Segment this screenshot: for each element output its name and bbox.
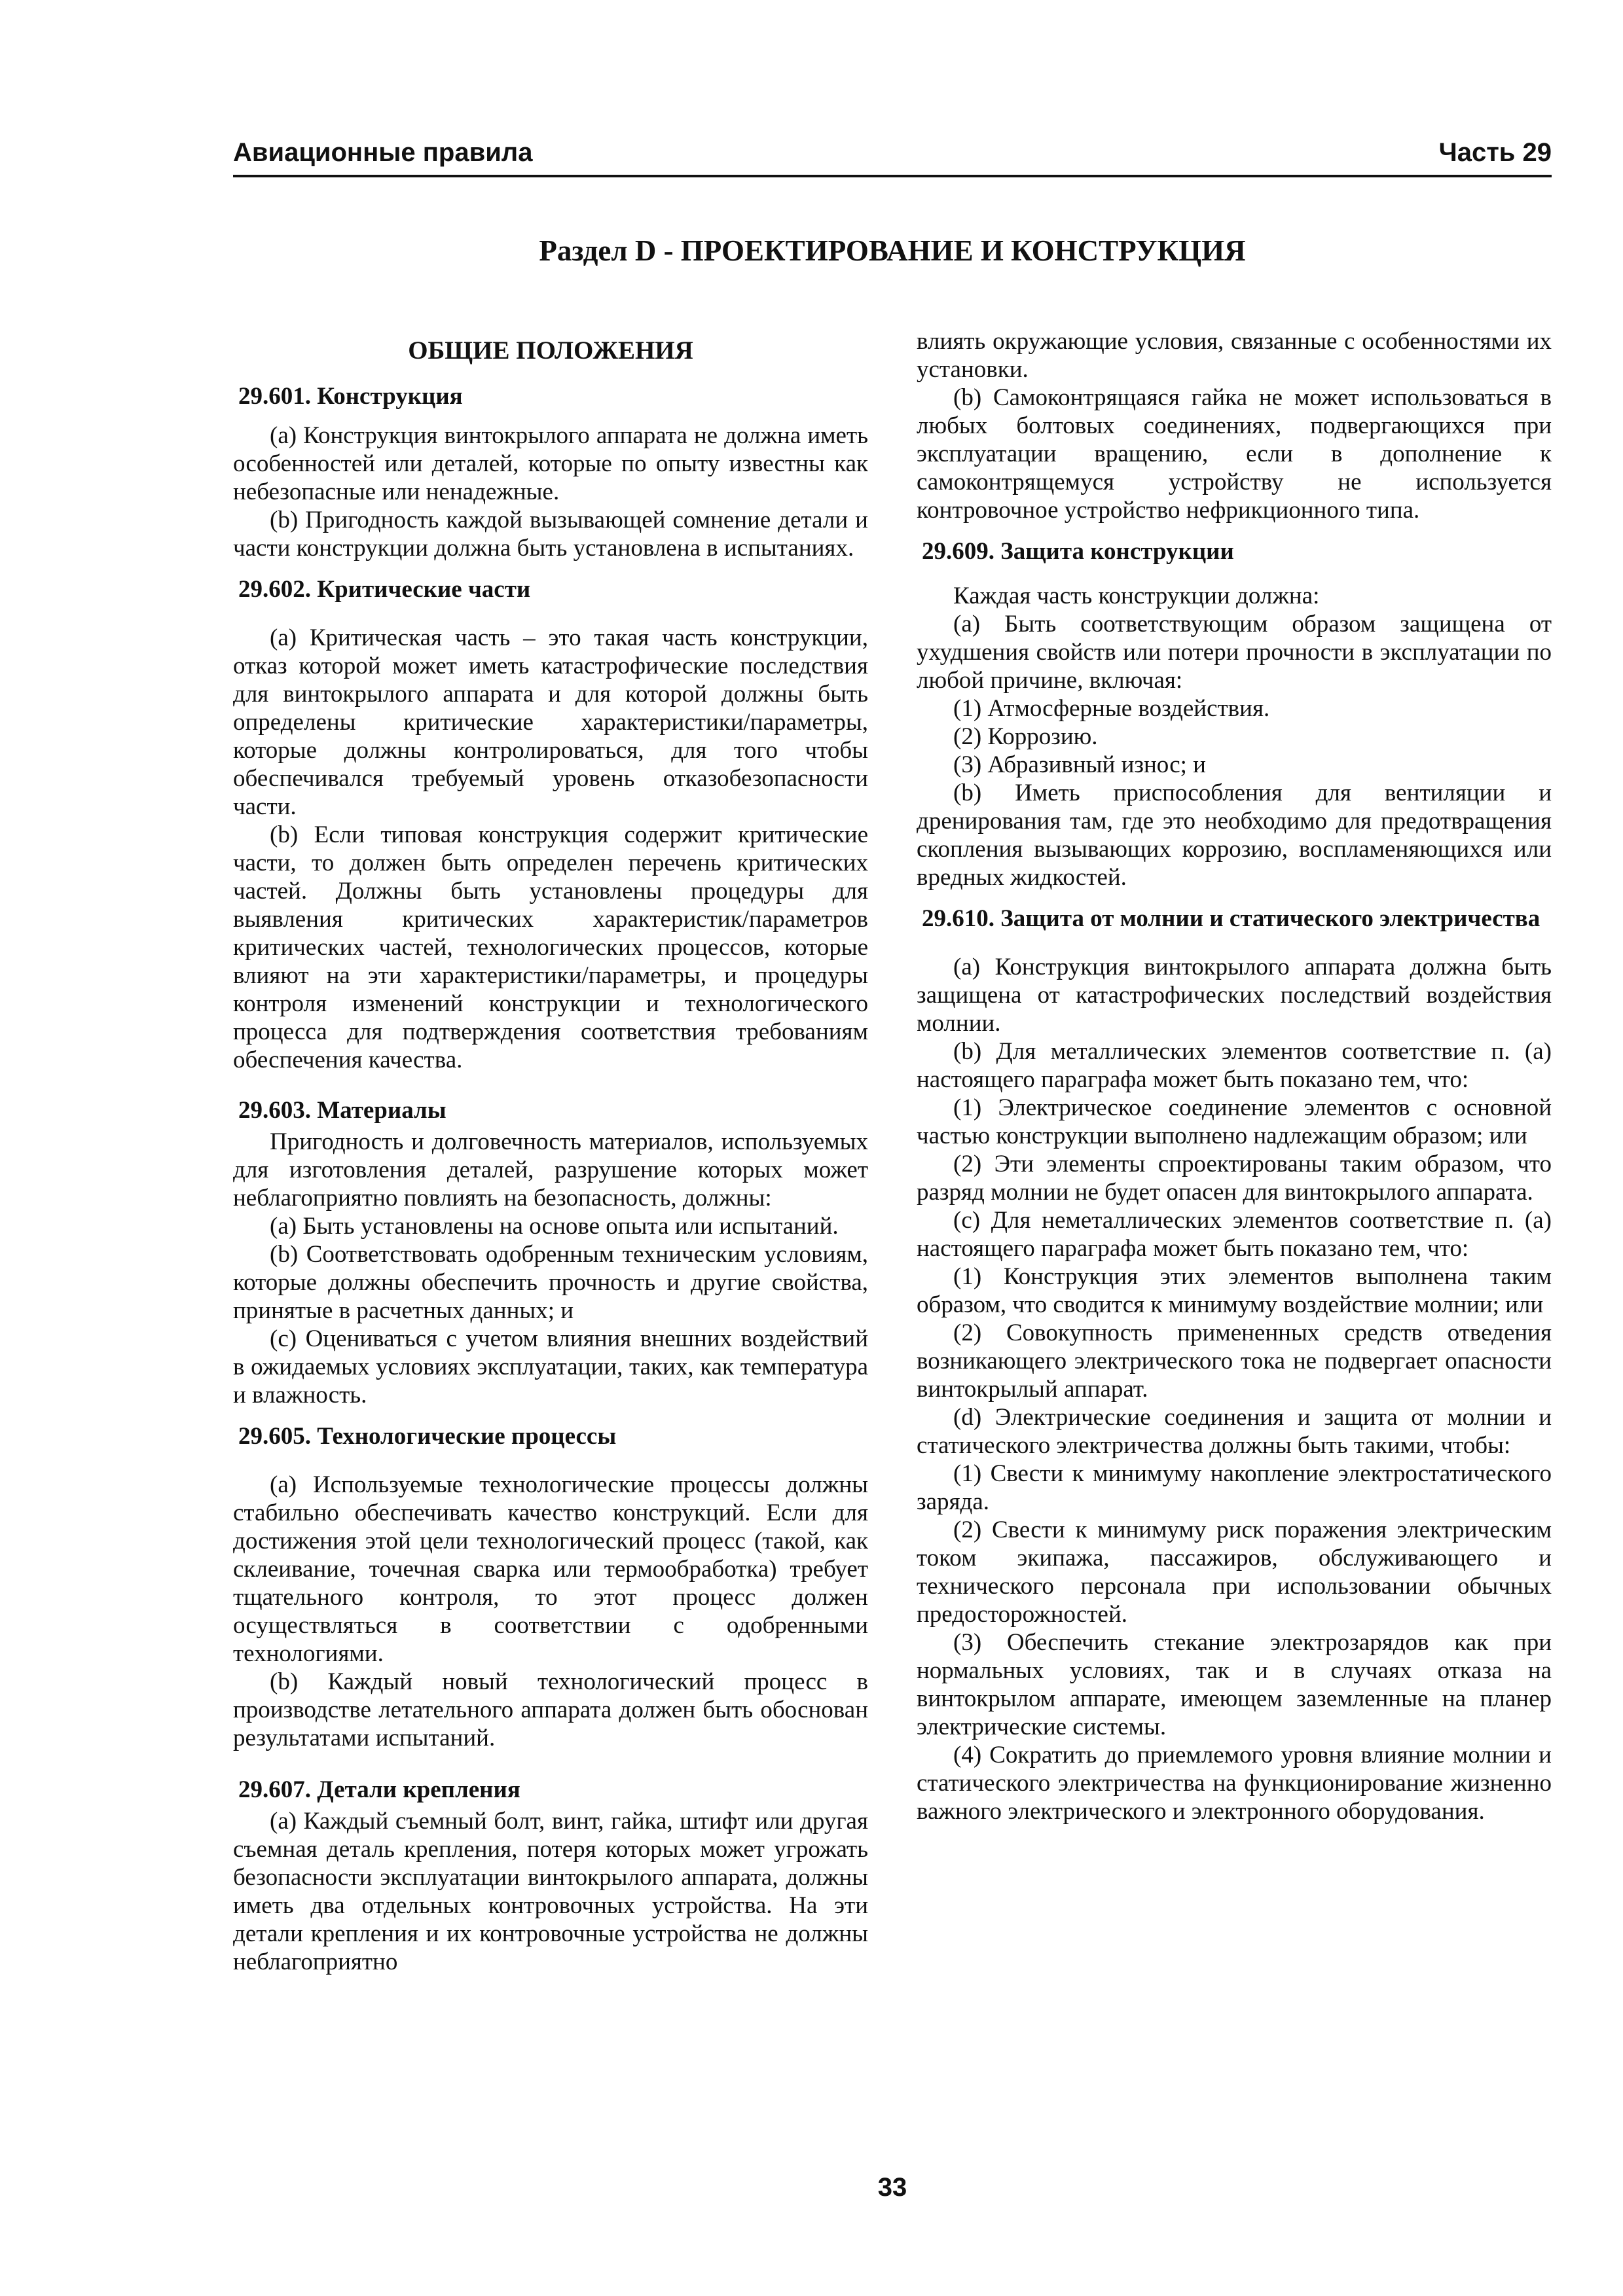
heading-29-609: 29.609. Защита конструкции [922, 538, 1234, 565]
paragraph-29-610-a: (a) Конструкция винтокрылого аппарата должна быть защищена от катастрофических последствий воздействия молнии. [917, 954, 1552, 1037]
paragraph-29-609-a1: (1) Атмосферные воздействия. [953, 695, 1270, 722]
paragraph-29-603-a: (a) Быть установлены на основе опыта или испытаний. [270, 1213, 839, 1240]
section-title: Раздел D - ПРОЕКТИРОВАНИЕ И КОНСТРУКЦИЯ [539, 234, 1246, 267]
paragraph-29-610-c: (c) Для неметаллических элементов соответствие п. (a) настоящего параграфа может быть показано тем, что: [917, 1207, 1552, 1262]
header-title: Авиационные правила [233, 138, 533, 167]
paragraph-29-602-a: (a) Критическая часть – это такая часть конструкции, отказ которой может иметь катастрофические последствия для винтокрылого аппарата и для которой должны быть определены критические характеристики/параметры, которые должны контролироваться, для того чтобы обеспечивался требуемый уровень отказобезопасности части. [233, 624, 868, 820]
paragraph-29-610-d1: (1) Свести к минимуму накопление электростатического заряда. [917, 1460, 1552, 1515]
paragraph-29-609-intro: Каждая часть конструкции должна: [953, 583, 1320, 609]
paragraph-29-609-b: (b) Иметь приспособления для вентиляции и дренирования там, где это необходимо для предотвращения скопления вызывающих коррозию, воспламеняющихся или вредных жидкостей. [917, 780, 1552, 891]
paragraph-29-610-b: (b) Для металлических элементов соответствие п. (a) настоящего параграфа может быть показано тем, что: [917, 1038, 1552, 1093]
paragraph-29-603-b: (b) Соответствовать одобренным техническим условиям, которые должны обеспечить прочность и другие свойства, принятые в расчетных данных; и [233, 1241, 868, 1324]
heading-29-601: 29.601. Конструкция [238, 383, 463, 410]
paragraph-29-610-b1: (1) Электрическое соединение элементов с основной частью конструкции выполнено надлежащим образом; или [917, 1094, 1552, 1149]
subheading-general: ОБЩИЕ ПОЛОЖЕНИЯ [408, 336, 693, 365]
paragraph-29-609-a2: (2) Коррозию. [953, 723, 1098, 750]
paragraph-29-605-b: (b) Каждый новый технологический процесс в производстве летательного аппарата должен быть обоснован результатами испытаний. [233, 1668, 868, 1751]
heading-29-602: 29.602. Критические части [238, 576, 531, 603]
paragraph-29-603-intro: Пригодность и долговечность материалов, используемых для изготовления деталей, разрушение которых может неблагоприятно повлиять на безопасность, должны: [233, 1128, 868, 1211]
header-part: Часть 29 [1438, 138, 1552, 167]
paragraph-29-607-a-continued: влиять окружающие условия, связанные с особенностями их установки. [917, 328, 1552, 383]
heading-29-610: 29.610. Защита от молнии и статического электричества [922, 905, 1541, 932]
heading-29-605: 29.605. Технологические процессы [238, 1423, 617, 1450]
paragraph-29-605-a: (a) Используемые технологические процессы должны стабильно обеспечивать качество конструкций. Если для достижения этой цели технологический процесс (такой, как склеивание, точечная сварка или термообработка) требует тщательного контроля, то этот процесс должен осуществляться в соответствии с одобренными технологиями. [233, 1471, 868, 1667]
right-column [917, 327, 1552, 1825]
paragraph-29-610-d2: (2) Свести к минимуму риск поражения электрическим током экипажа, пассажиров, обслуживающего и технического персонала при использовании обычных предосторожностей. [917, 1516, 1552, 1628]
paragraph-29-610-d4: (4) Сократить до приемлемого уровня влияние молнии и статического электричества на функционирование жизненно важного электрического и электронного оборудования. [917, 1742, 1552, 1825]
heading-29-603: 29.603. Материалы [238, 1097, 447, 1124]
paragraph-29-610-d3: (3) Обеспечить стекание электрозарядов как при нормальных условиях, так и в случаях отказа на винтокрылом аппарате, имеющем заземленные на планер электрические системы. [917, 1629, 1552, 1740]
paragraph-29-601-b: (b) Пригодность каждой вызывающей сомнение детали и части конструкции должна быть установлена в испытаниях. [233, 507, 868, 562]
paragraph-29-609-a: (a) Быть соответствующим образом защищена от ухудшения свойств или потери прочности в эксплуатации по любой причине, включая: [917, 611, 1552, 694]
paragraph-29-610-c2: (2) Совокупность примененных средств отведения возникающего электрического тока не подвергает опасности винтокрылый аппарат. [917, 1319, 1552, 1403]
paragraph-29-609-a3: (3) Абразивный износ; и [953, 751, 1206, 778]
paragraph-29-607-b: (b) Самоконтрящаяся гайка не может использоваться в любых болтовых соединениях, подвергающихся при эксплуатации вращению, если в дополнение к самоконтрящемуся устройству не используется контровочное устройство нефрикционного типа. [917, 384, 1552, 524]
heading-29-607: 29.607. Детали крепления [238, 1776, 520, 1803]
page-number: 33 [877, 2173, 907, 2202]
paragraph-29-603-c: (c) Оцениваться с учетом влияния внешних воздействий в ожидаемых условиях эксплуатации, таких, как температура и влажность. [233, 1325, 868, 1408]
paragraph-29-610-b2: (2) Эти элементы спроектированы таким образом, что разряд молнии не будет опасен для винтокрылого аппарата. [917, 1151, 1552, 1206]
paragraph-29-610-d: (d) Электрические соединения и защита от молнии и статического электричества должны быть такими, чтобы: [917, 1404, 1552, 1459]
paragraph-29-601-a: (a) Конструкция винтокрылого аппарата не должна иметь особенностей или деталей, которые по опыту известны как небезопасные или ненадежные. [233, 422, 868, 505]
paragraph-29-610-c1: (1) Конструкция этих элементов выполнена таким образом, что сводится к минимуму воздействие молнии; или [917, 1263, 1552, 1318]
paragraph-29-607-a: (a) Каждый съемный болт, винт, гайка, штифт или другая съемная деталь крепления, потеря которых может угрожать безопасности эксплуатации винтокрылого аппарата, должны иметь два отдельных контровочных устройства. На эти детали крепления и их контровочные устройства не должны неблагоприятно [233, 1808, 868, 1975]
running-header [233, 134, 1552, 177]
paragraph-29-602-b: (b) Если типовая конструкция содержит критические части, то должен быть определен перечень критических частей. Должны быть установлены процедуры для выявления критических характеристик/параметров критических частей, технологических процессов, которые влияют на эти характеристики/параметры, и процедуры контроля изменений конструкции и технологического процесса для подтверждения соответствия требованиям обеспечения качества. [233, 821, 868, 1073]
left-column [233, 327, 868, 1976]
